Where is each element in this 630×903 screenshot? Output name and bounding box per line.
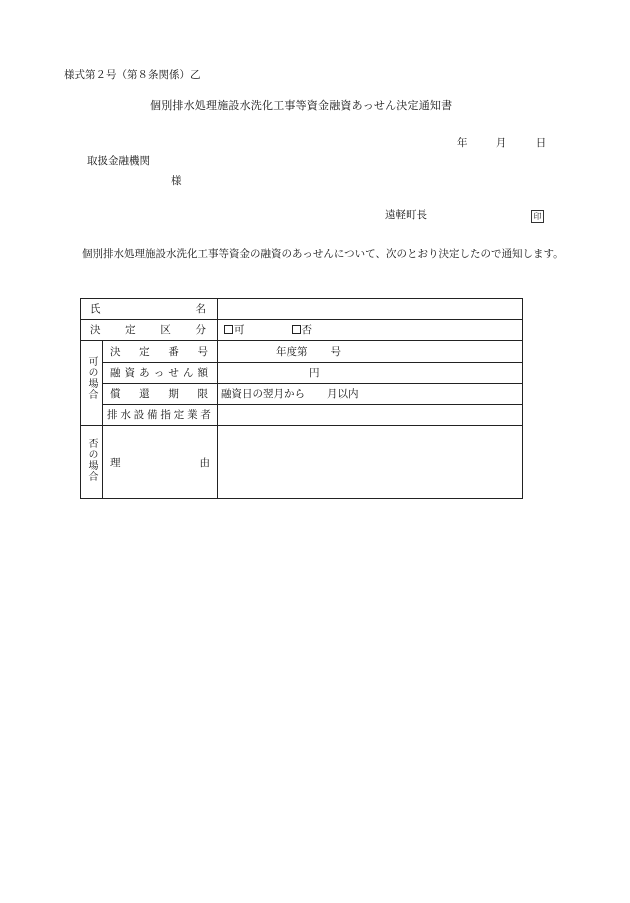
decision-type-label: 決 定 区 分 xyxy=(90,324,206,336)
loan-amount-field[interactable] xyxy=(218,362,522,383)
name-label: 氏 名 xyxy=(90,303,206,315)
decision-number-label: 決 定 番 号 xyxy=(110,345,208,358)
reject-option-label: 否 xyxy=(301,324,312,336)
form-number-label: 様式第２号（第８条関係）乙 xyxy=(64,69,201,81)
name-value-field[interactable] xyxy=(218,298,522,319)
document-title: 個別排水処理施設水洗化工事等資金融資あっせん決定通知書 xyxy=(150,99,453,112)
designated-contractor-field[interactable] xyxy=(218,404,522,425)
decision-options xyxy=(224,319,514,340)
designated-contractor-label: 排 水 設 備 指 定 業 者 xyxy=(107,409,211,421)
date-year: 年 xyxy=(457,137,468,149)
notice-body-text: 個別排水処理施設水洗化工事等資金の融資のあっせんについて、次のとおり決定したので通知します。 xyxy=(82,248,564,260)
date-month: 月 xyxy=(495,137,507,149)
decision-table xyxy=(80,298,523,499)
repayment-period-field[interactable] xyxy=(221,383,521,404)
decision-number-suffix: 号 xyxy=(330,345,341,358)
decision-number-field[interactable] xyxy=(276,340,516,362)
addressee-institution: 取扱金融機関 xyxy=(87,155,150,167)
seal-mark xyxy=(531,210,544,223)
loan-amount-label: 融 資 あ っ せ ん 額 xyxy=(110,367,208,379)
repayment-prefix: 融資日の翌月から xyxy=(221,388,305,400)
seal-glyph: 印 xyxy=(531,210,544,223)
rejected-case-group-label: 否の場合 xyxy=(86,438,97,482)
loan-amount-unit: 円 xyxy=(309,367,320,379)
date-day: 日 xyxy=(535,137,547,149)
reject-checkbox[interactable] xyxy=(292,322,313,337)
repayment-period-label: 償 還 期 限 xyxy=(110,388,208,400)
approve-checkbox-box[interactable] xyxy=(224,325,233,334)
issuer-name: 遠軽町長 xyxy=(385,209,427,221)
decision-number-prefix: 年度第 xyxy=(276,345,308,358)
reason-field[interactable] xyxy=(218,426,522,498)
reason-label: 理 由 xyxy=(110,456,210,469)
approve-option-label: 可 xyxy=(234,324,245,336)
addressee-honorific: 様 xyxy=(171,175,182,187)
date-line xyxy=(457,138,546,149)
reject-checkbox-box[interactable] xyxy=(292,325,301,334)
repayment-suffix: 月以内 xyxy=(327,388,359,400)
approved-case-group-label: 可の場合 xyxy=(86,356,97,400)
approve-checkbox[interactable] xyxy=(224,322,245,337)
